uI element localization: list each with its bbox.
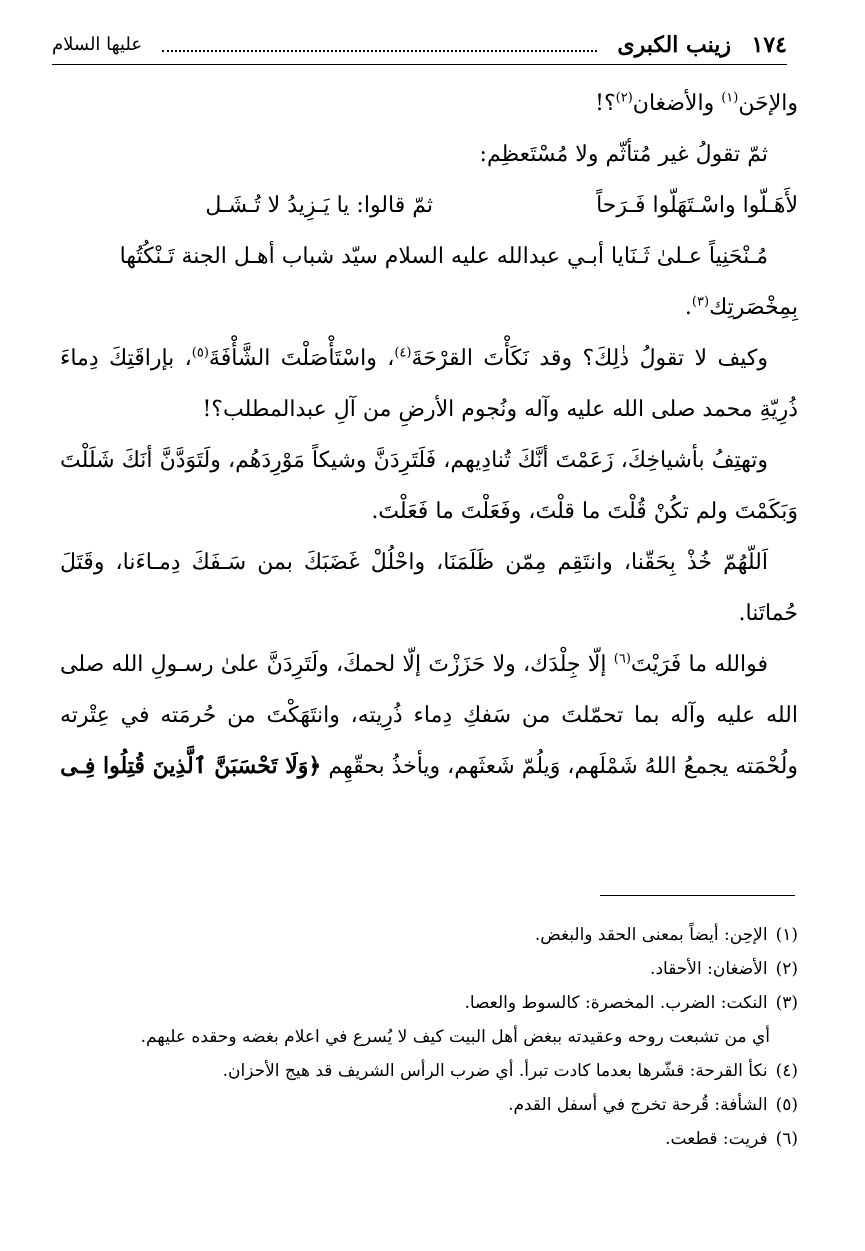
footnote-continuation: أي من تشبعت روحه وعقيدته ببغض أهل البيت كيف لا يُسرع في اعلام بغضه وحقده عليهم. — [140, 1027, 770, 1047]
paragraph: فوالله ما فَرَيْتَ$^{(٦)}$ إلّا جِلْدَك، ولا حَزَزْتَ إلّا لحمكَ، ولَتَرِدَنَّ علىٰ رسـولِ الله صلى الله عليه وآله بما تحمّلتَ من سَفكِ دِماء ذُرِيته، وانتَهَكْتَ من حُرمَته في عِتْرته ولُحْمَته يجمعُ اللهُ شَمْلَهم، وَيلُمّ شَعثَهم، ويأخذُ بحقّهِم ﴿وَلَا تَحْسَبَنَّ ٱلَّذِينَ قُتِلُوا فِـى — [60, 651, 798, 779]
footnote: (٥)الشأفة: قُرحة تخرج في أسفل القدم. — [508, 1095, 798, 1115]
text-line: مُـنْحَنِياً عـلىٰ ثَـنَايا أبـي عبدالله عليه السلام سيّد شباب أهـل الجنة تَـنْكُتُها — [119, 244, 768, 269]
footnote: (٤)نكأ القرحة: قشّرها بعدما كادت تبرأ. أي ضرب الرأس الشريف قد هيج الأحزان. — [222, 1061, 798, 1081]
verse-hemistich-1: لأَهَـلّوا واسْـتَهَلّوا فَـرَحاً — [596, 193, 798, 218]
quran-quote: ﴿وَلَا تَحْسَبَنَّ ٱلَّذِينَ قُتِلُوا فِـى — [60, 753, 322, 779]
text-line: بِمِخْصَرتِك$^{(٣)}$. — [684, 294, 798, 320]
running-title: زينب الكبرى — [617, 32, 731, 58]
footnote-ref[interactable]: (٣) — [691, 294, 710, 310]
footnote: (٦)فريت: قطعت. — [665, 1129, 798, 1149]
footnote: (٣)النكت: الضرب. المخصرة: كالسوط والعصا. — [464, 993, 798, 1013]
page-number: ١٧٤ — [751, 32, 787, 58]
footnotes — [60, 918, 798, 1156]
footnote: (١)الإحِن: أيضاً بمعنى الحقد والبغض. — [534, 925, 798, 945]
header-dot-leader — [162, 50, 597, 52]
text-line: ثمّ تقولُ غير مُتأثّم ولا مُسْتَعظِم: — [479, 142, 768, 167]
footnote: (٢)الأضغان: الأحقاد. — [650, 959, 798, 979]
paragraph: وتهتِفُ بأشياخِكَ، زَعَمْتَ أنَّكَ تُنادِيهم، فَلَتَرِدَنَّ وشيكاً مَوْرِدَهُم، ولَتَوَدَّنَّ أنَكَ شَلَلْتَ وَبَكَمْتَ ولم تكُنْ قُلْتَ ما قلْتَ، وفَعَلْتَ ما فَعَلْتَ. — [60, 448, 798, 524]
main-text — [60, 78, 798, 792]
footnote-ref[interactable]: (١) — [721, 90, 739, 106]
footnote-divider — [600, 895, 795, 896]
footnote-ref[interactable]: (٥) — [191, 345, 209, 361]
footnote-ref[interactable]: (٦) — [613, 651, 631, 667]
footnote-ref[interactable]: (٢) — [615, 90, 633, 106]
poem-verse — [60, 180, 798, 231]
text-line: والإحَن$^{(١)}$ والأضغان$^{(٢)}$؟! — [595, 90, 798, 116]
page-header — [52, 28, 787, 65]
honorific-glyph: عليها السلام — [52, 34, 143, 55]
footnote-ref[interactable]: (٤) — [394, 345, 412, 361]
paragraph: اَللّهُمّ خُذْ بِحَقّنا، وانتَقِم مِمّن ظَلَمَنَا، واحْلُلْ غَضَبَكَ بمن سَـفَكَ دِمـاءَنا، وقَتَلَ حُماتَنا. — [60, 550, 798, 626]
paragraph: وكيف لا تقولُ ذٰلِكَ؟ وقد نَكَأْتَ القرْحَةَ$^{(٤)}$، واسْتَأْصَلْتَ الشَّأْفَةَ$^{(٥)}$، بإراقَتِكَ دِماءَ ذُرِيّةِ محمد صلى الله عليه وآله ونُجوم الأرضِ من آلِ عبدالمطلب؟! — [60, 345, 798, 422]
verse-hemistich-2: ثمّ قالوا: يا يَـزِيدُ لا تُـشَـل — [205, 193, 433, 218]
